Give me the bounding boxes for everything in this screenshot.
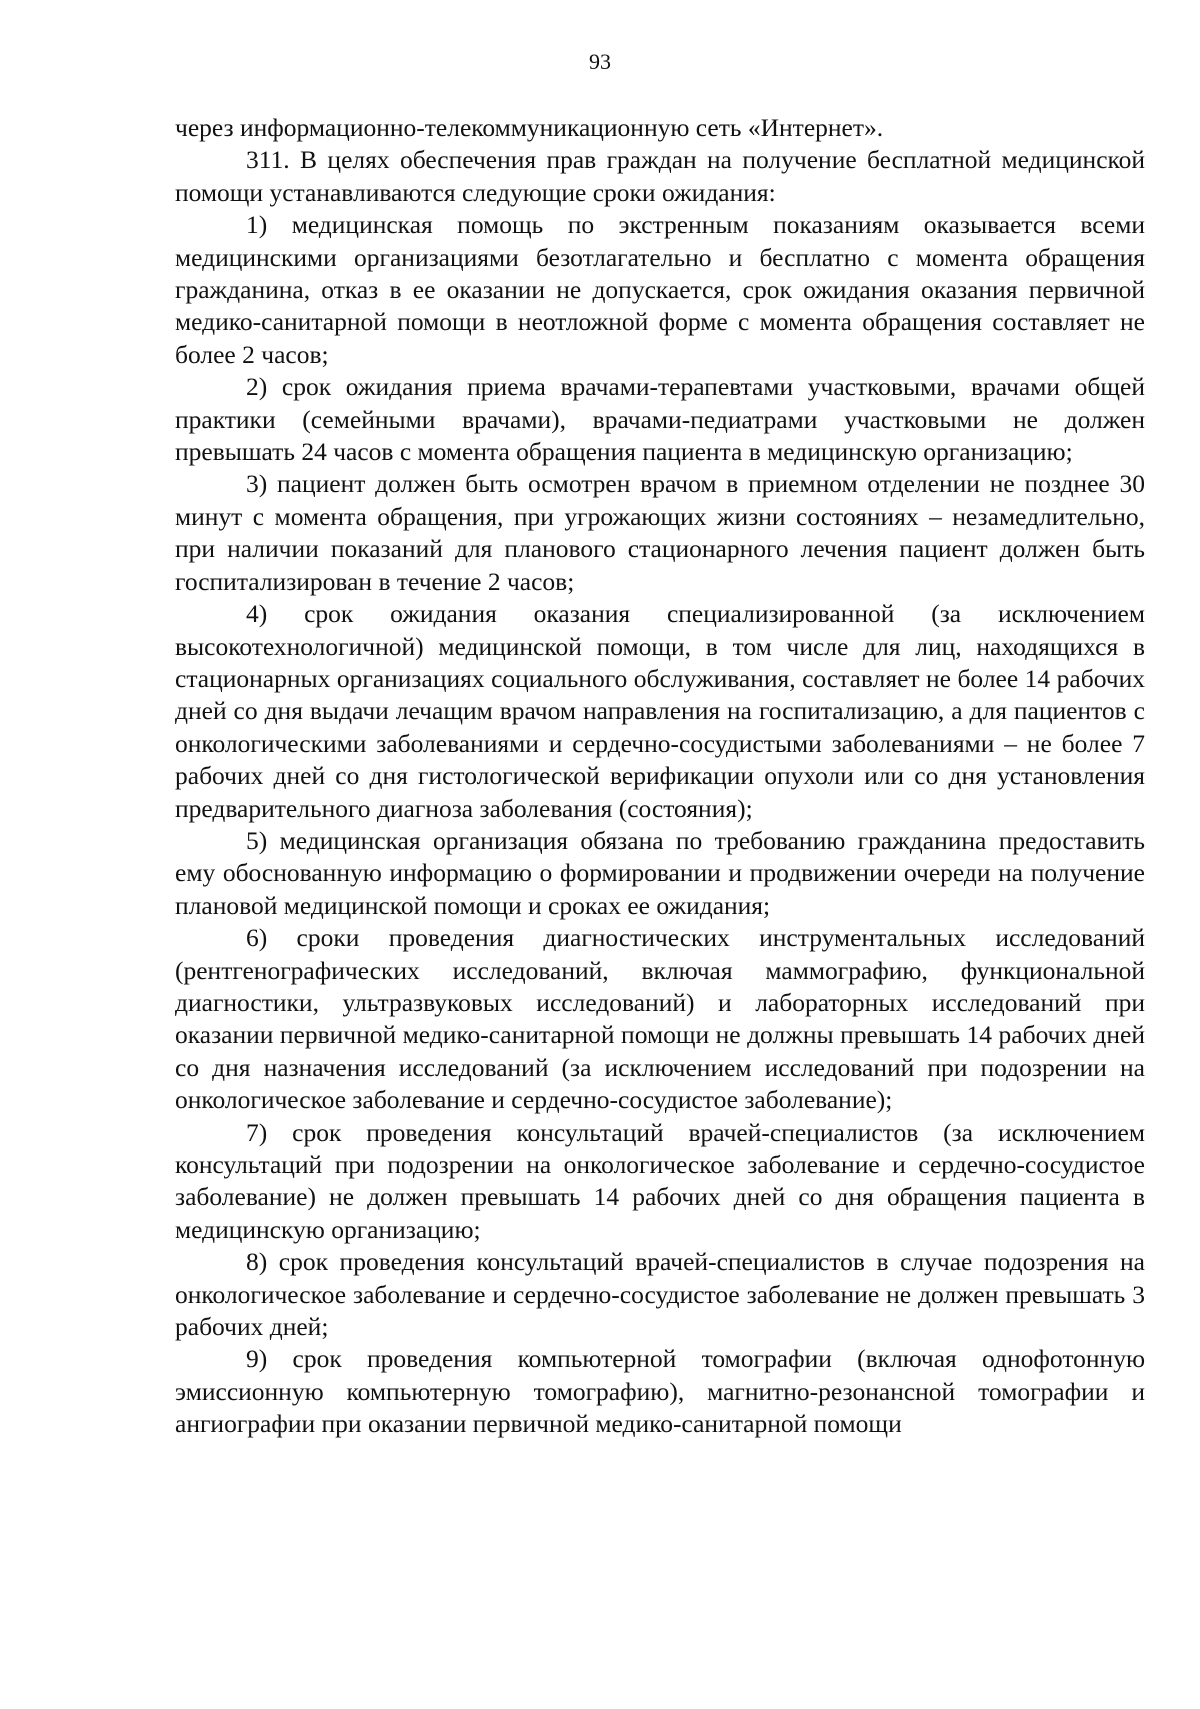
paragraph-311: 311. В целях обеспечения прав граждан на получение бесплатной медицинской помощи устанавливаются следующие сроки ожидания: [175, 145, 1145, 207]
list-item-2: 2) срок ожидания приема врачами-терапевтами участковыми, врачами общей практики (семейными врачами), врачами-педиатрами участковыми не должен превышать 24 часов с момента обращения пациента в медицинскую организацию; [175, 372, 1145, 467]
list-item-9: 9) срок проведения компьютерной томографии (включая однофотонную эмиссионную компьютерную томографию), магнитно-резонансной томографии и ангиографии при оказании первичной медико-санитарной помощи [175, 1344, 1145, 1439]
list-item-3: 3) пациент должен быть осмотрен врачом в приемном отделении не позднее 30 минут с момента обращения, при угрожающих жизни состояниях – незамедлительно, при наличии показаний для планового стационарного лечения пациент должен быть госпитализирован в течение 2 часов; [175, 469, 1145, 596]
document-body [175, 112, 1145, 1441]
list-item-8: 8) срок проведения консультаций врачей-специалистов в случае подозрения на онкологическое заболевание и сердечно-сосудистое заболевание не должен превышать 3 рабочих дней; [175, 1247, 1145, 1342]
list-item-5: 5) медицинская организация обязана по требованию гражданина предоставить ему обоснованную информацию о формировании и продвижении очереди на получение плановой медицинской помощи и сроках ее ожидания; [175, 825, 1145, 920]
list-item-4: 4) срок ожидания оказания специализированной (за исключением высокотехнологичной) медицинской помощи, в том числе для лиц, находящихся в стационарных организациях социального обслуживания, составляет не более 14 рабочих дней со дня выдачи лечащим врачом направления на госпитализацию, а для пациентов с онкологическими заболеваниями и сердечно-сосудистыми заболеваниями – не более 7 рабочих дней со дня гистологической верификации опухоли или со дня установления предварительного диагноза заболевания (состояния); [175, 599, 1145, 823]
paragraph-continuation: через информационно-телекоммуникационную сеть «Интернет». [175, 113, 884, 142]
page-number: 93 [589, 49, 611, 74]
list-item-6: 6) сроки проведения диагностических инструментальных исследований (рентгенографических исследований, включая маммографию, функциональной диагностики, ультразвуковых исследований) и лабораторных исследований при оказании первичной медико-санитарной помощи не должны превышать 14 рабочих дней со дня назначения исследований (за исключением исследований при подозрении на онкологическое заболевание и сердечно-сосудистое заболевание); [175, 923, 1145, 1115]
list-item-1: 1) медицинская помощь по экстренным показаниям оказывается всеми медицинскими организациями безотлагательно и бесплатно с момента обращения гражданина, отказ в ее оказании не допускается, срок ожидания оказания первичной медико-санитарной помощи в неотложной форме с момента обращения составляет не более 2 часов; [175, 210, 1145, 369]
list-item-7: 7) срок проведения консультаций врачей-специалистов (за исключением консультаций при подозрении на онкологическое заболевание и сердечно-сосудистое заболевание) не должен превышать 14 рабочих дней со дня обращения пациента в медицинскую организацию; [175, 1117, 1145, 1244]
